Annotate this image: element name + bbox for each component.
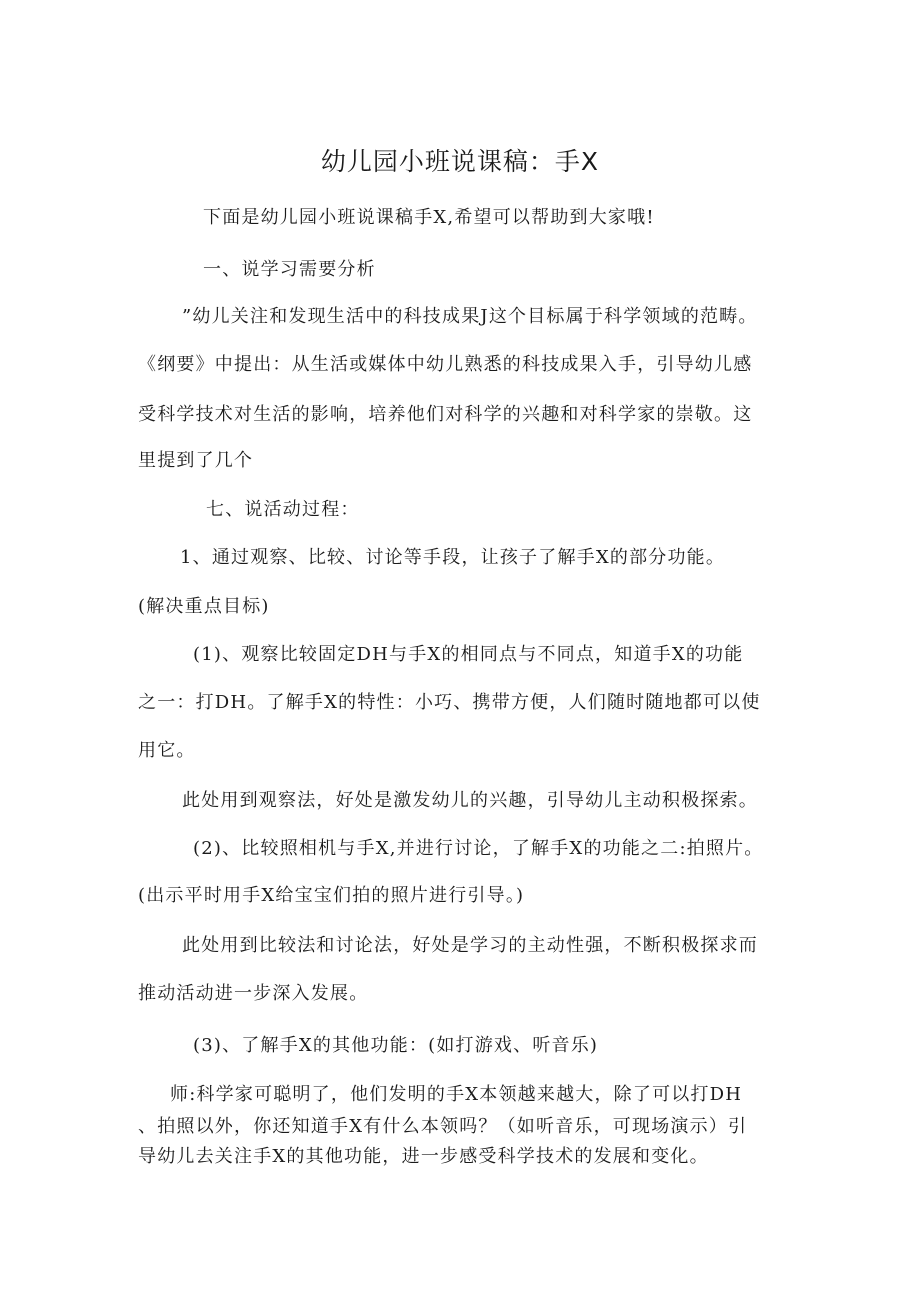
section-heading-analysis: 一、说学习需要分析: [203, 259, 376, 280]
paragraph-line: 《纲要》中提出：从生活或媒体中幼儿熟悉的科技成果入手，引导幼儿感: [138, 354, 753, 375]
substep-line: (1)、观察比较固定DH与手X的相同点与不同点，知道手X的功能: [193, 644, 744, 665]
page-title: 幼儿园小班说课稿：手X: [320, 147, 600, 176]
method-note: 此处用到观察法，好处是激发幼儿的兴趣，引导幼儿主动积极探索。: [182, 790, 758, 811]
teacher-line: 师:科学家可聪明了，他们发明的手X本领越来越大，除了可以打DH: [170, 1084, 743, 1105]
paragraph-line: 里提到了几个: [138, 450, 254, 471]
substep-line: (3)、了解手X的其他功能：(如打游戏、听音乐): [193, 1035, 599, 1056]
substep-line: (2)、比较照相机与手X,并进行讨论，了解手X的功能之二:拍照片。: [193, 838, 764, 859]
substep-line: 之一：打DH。了解手X的特性：小巧、携带方便，人们随时随地都可以使: [138, 692, 761, 713]
substep-line: 用它。: [138, 740, 196, 761]
teacher-line: 、拍照以外，你还知道手X有什么本领吗？（如听音乐，可现场演示）引: [138, 1116, 748, 1137]
step-line: (解决重点目标): [138, 596, 270, 617]
step-line: 1、通过观察、比较、讨论等手段，让孩子了解手X的部分功能。: [180, 547, 726, 568]
paragraph-line: ”幼儿关注和发现生活中的科技成果J这个目标属于科学领域的范畴。: [182, 306, 758, 327]
method-note: 推动活动进一步深入发展。: [138, 983, 369, 1004]
substep-line: (出示平时用手X给宝宝们拍的照片进行引导。): [138, 885, 525, 906]
paragraph-line: 受科学技术对生活的影响，培养他们对科学的兴趣和对科学家的崇敬。这: [138, 404, 753, 425]
method-note: 此处用到比较法和讨论法，好处是学习的主动性强，不断积极探求而: [182, 935, 758, 956]
teacher-line: 导幼儿去关注手X的其他功能，进一步感受科学技术的发展和变化。: [138, 1146, 709, 1167]
section-heading-process: 七、说活动过程：: [206, 499, 360, 520]
intro-paragraph: 下面是幼儿园小班说课稿手X,希望可以帮助到大家哦!: [203, 207, 655, 228]
